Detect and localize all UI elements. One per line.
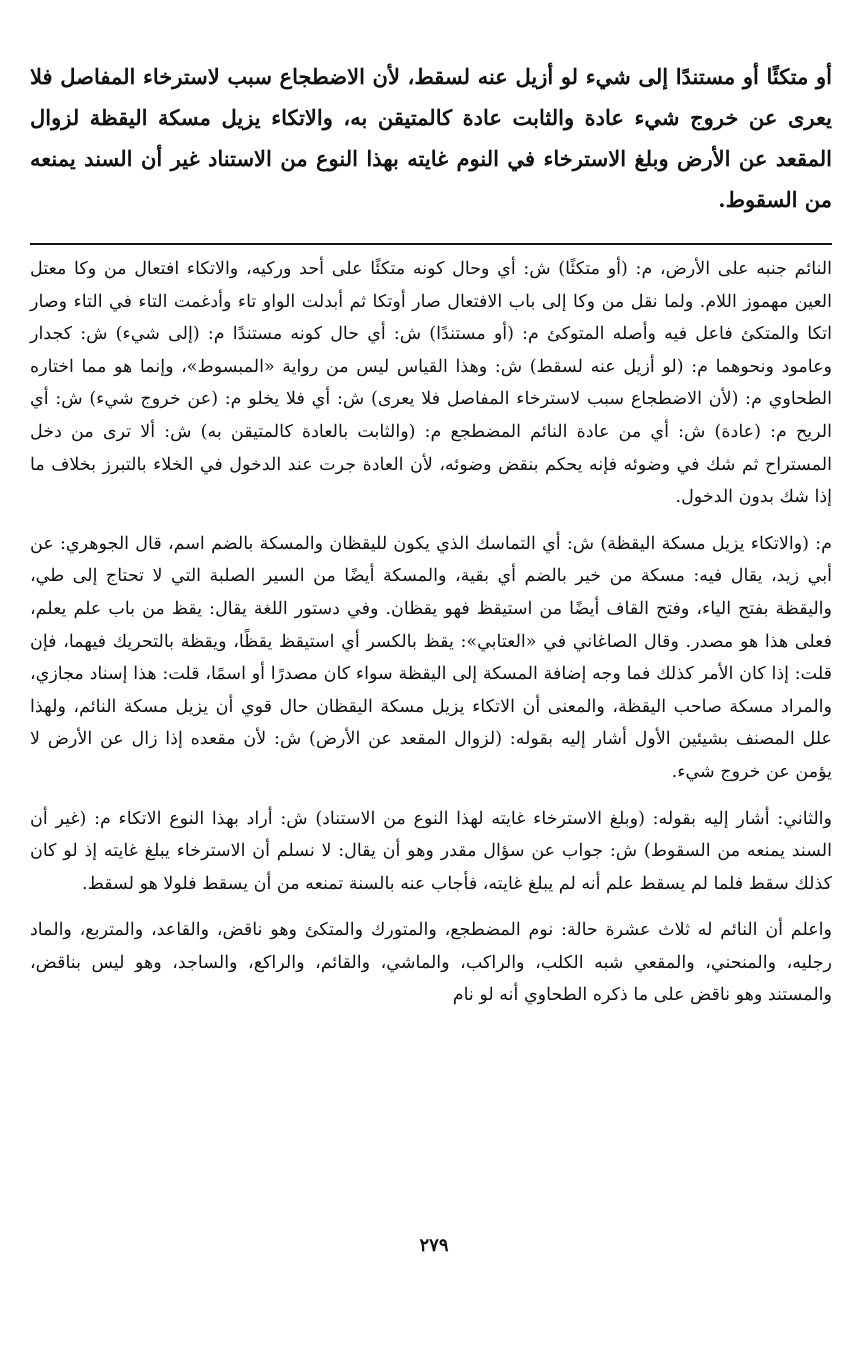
- section-divider: [30, 243, 832, 245]
- document-page: [30, 56, 832, 1371]
- commentary: [30, 253, 832, 1012]
- commentary-paragraph-2: م: (والاتكاء يزيل مسكة اليقظة) ش: أي التماسك الذي يكون لليقظان والمسكة بالضم اسم، قال الجوهري: عن أبي زيد، يقال فيه: مسكة من خير بالضم أي بقية، والمسكة أيضًا من السير الصلبة التي لا تحتاج إلى طي، واليقظة بفتح الياء، وفتح القاف أيضًا من استيقظ فهو يقظان. وفي دستور اللغة يقال: يقظ من باب علم يعلم، فعلى هذا هو مصدر. وقال الصاغاني في «العتابي»: يقظ بالكسر أي استيقظ يقظًا، ويقظة بالتحريك فيهما، فإن قلت: إذا كان الأمر كذلك فما وجه إضافة المسكة إلى اليقظة سواء كان مصدرًا أو اسمًا، قلت: هذا إسناد مجازي، والمراد مسكة صاحب اليقظة، والمعنى أن الاتكاء يزيل مسكة اليقظان حال قوي أن يزيل مسكة النائم، ولهذا علل المصنف بشيئين الأول أشار إليه بقوله: (لزوال المقعد عن الأرض) ش: لأن مقعده إذا زال عن الأرض لا يؤمن عن خروج شيء.: [30, 533, 832, 782]
- page-number: ٢٧٩: [419, 1235, 449, 1256]
- commentary-paragraph-3: والثاني: أشار إليه بقوله: (وبلغ الاسترخاء غايته لهذا النوع من الاستناد) ش: أراد بهذا النوع الاتكاء م: (غير أن السند يمنعه من السقوط) ش: جواب عن سؤال مقدر وهو أن يقال: لا نسلم أن الاسترخاء يبلغ غايته إذ لو كان كذلك سقط فلما لم يسقط علم أنه لم يبلغ غايته، فأجاب عنه بالسنة تمنعه من أن يسقط فلولا هو لسقط.: [30, 808, 832, 894]
- main-text: أو متكئًا أو مستندًا إلى شيء لو أزيل عنه لسقط، لأن الاضطجاع سبب لاسترخاء المفاصل فلا يعرى عن خروج شيء عادة والثابت عادة كالمتيقن به، والاتكاء يزيل مسكة اليقظة لزوال المقعد عن الأرض وبلغ الاسترخاء في النوم غايته بهذا النوع من الاستناد غير أن السند يمنعه من السقوط.: [30, 64, 832, 212]
- commentary-paragraph-1: النائم جنبه على الأرض، م: (أو متكئًا) ش: أي وحال كونه متكئًا على أحد وركيه، والاتكاء افتعال من وكا معتل العين مهموز اللام. ولما نقل من وكا إلى باب الافتعال صار أوتكا ثم أبدلت الواو تاء وأدغمت التاء في التاء وصار اتكا والمتكئ فاعل فيه وأصله المتوكئ م: (أو مستندًا) ش: أي حال كونه مستندًا م: (إلى شيء) ش: كجدار وعامود ونحوهما م: (لو أزيل عنه لسقط) ش: وهذا القياس ليس من رواية «المبسوط»، وإنما هو مما اختاره الطحاوي م: (لأن الاضطجاع سبب لاسترخاء المفاصل فلا يعرى) ش: أي فلا يخلو م: (عن خروج شيء) ش: أي الريح م: (عادة) ش: أي من عادة النائم المضطجع م: (والثابت بالعادة كالمتيقن به) ش: ألا ترى من دخل المستراح ثم شك في وضوئه فإنه يحكم بنقض وضوئه، لأن العادة جرت عند الدخول في الخلاء بالتبرز بخلاف ما إذا شك بدون الدخول.: [30, 259, 833, 508]
- commentary-paragraph-4: واعلم أن النائم له ثلاث عشرة حالة: نوم المضطجع، والمتورك والمتكئ وهو ناقض، والقاعد، والمتربع، والماد رجليه، والمنحني، والمقعي شبه الكلب، والراكب، والماشي، والقائم، والراكع، والساجد، وهو ليس بناقض، والمستند وهو ناقض على ما ذكره الطحاوي أنه لو نام: [30, 920, 832, 1006]
